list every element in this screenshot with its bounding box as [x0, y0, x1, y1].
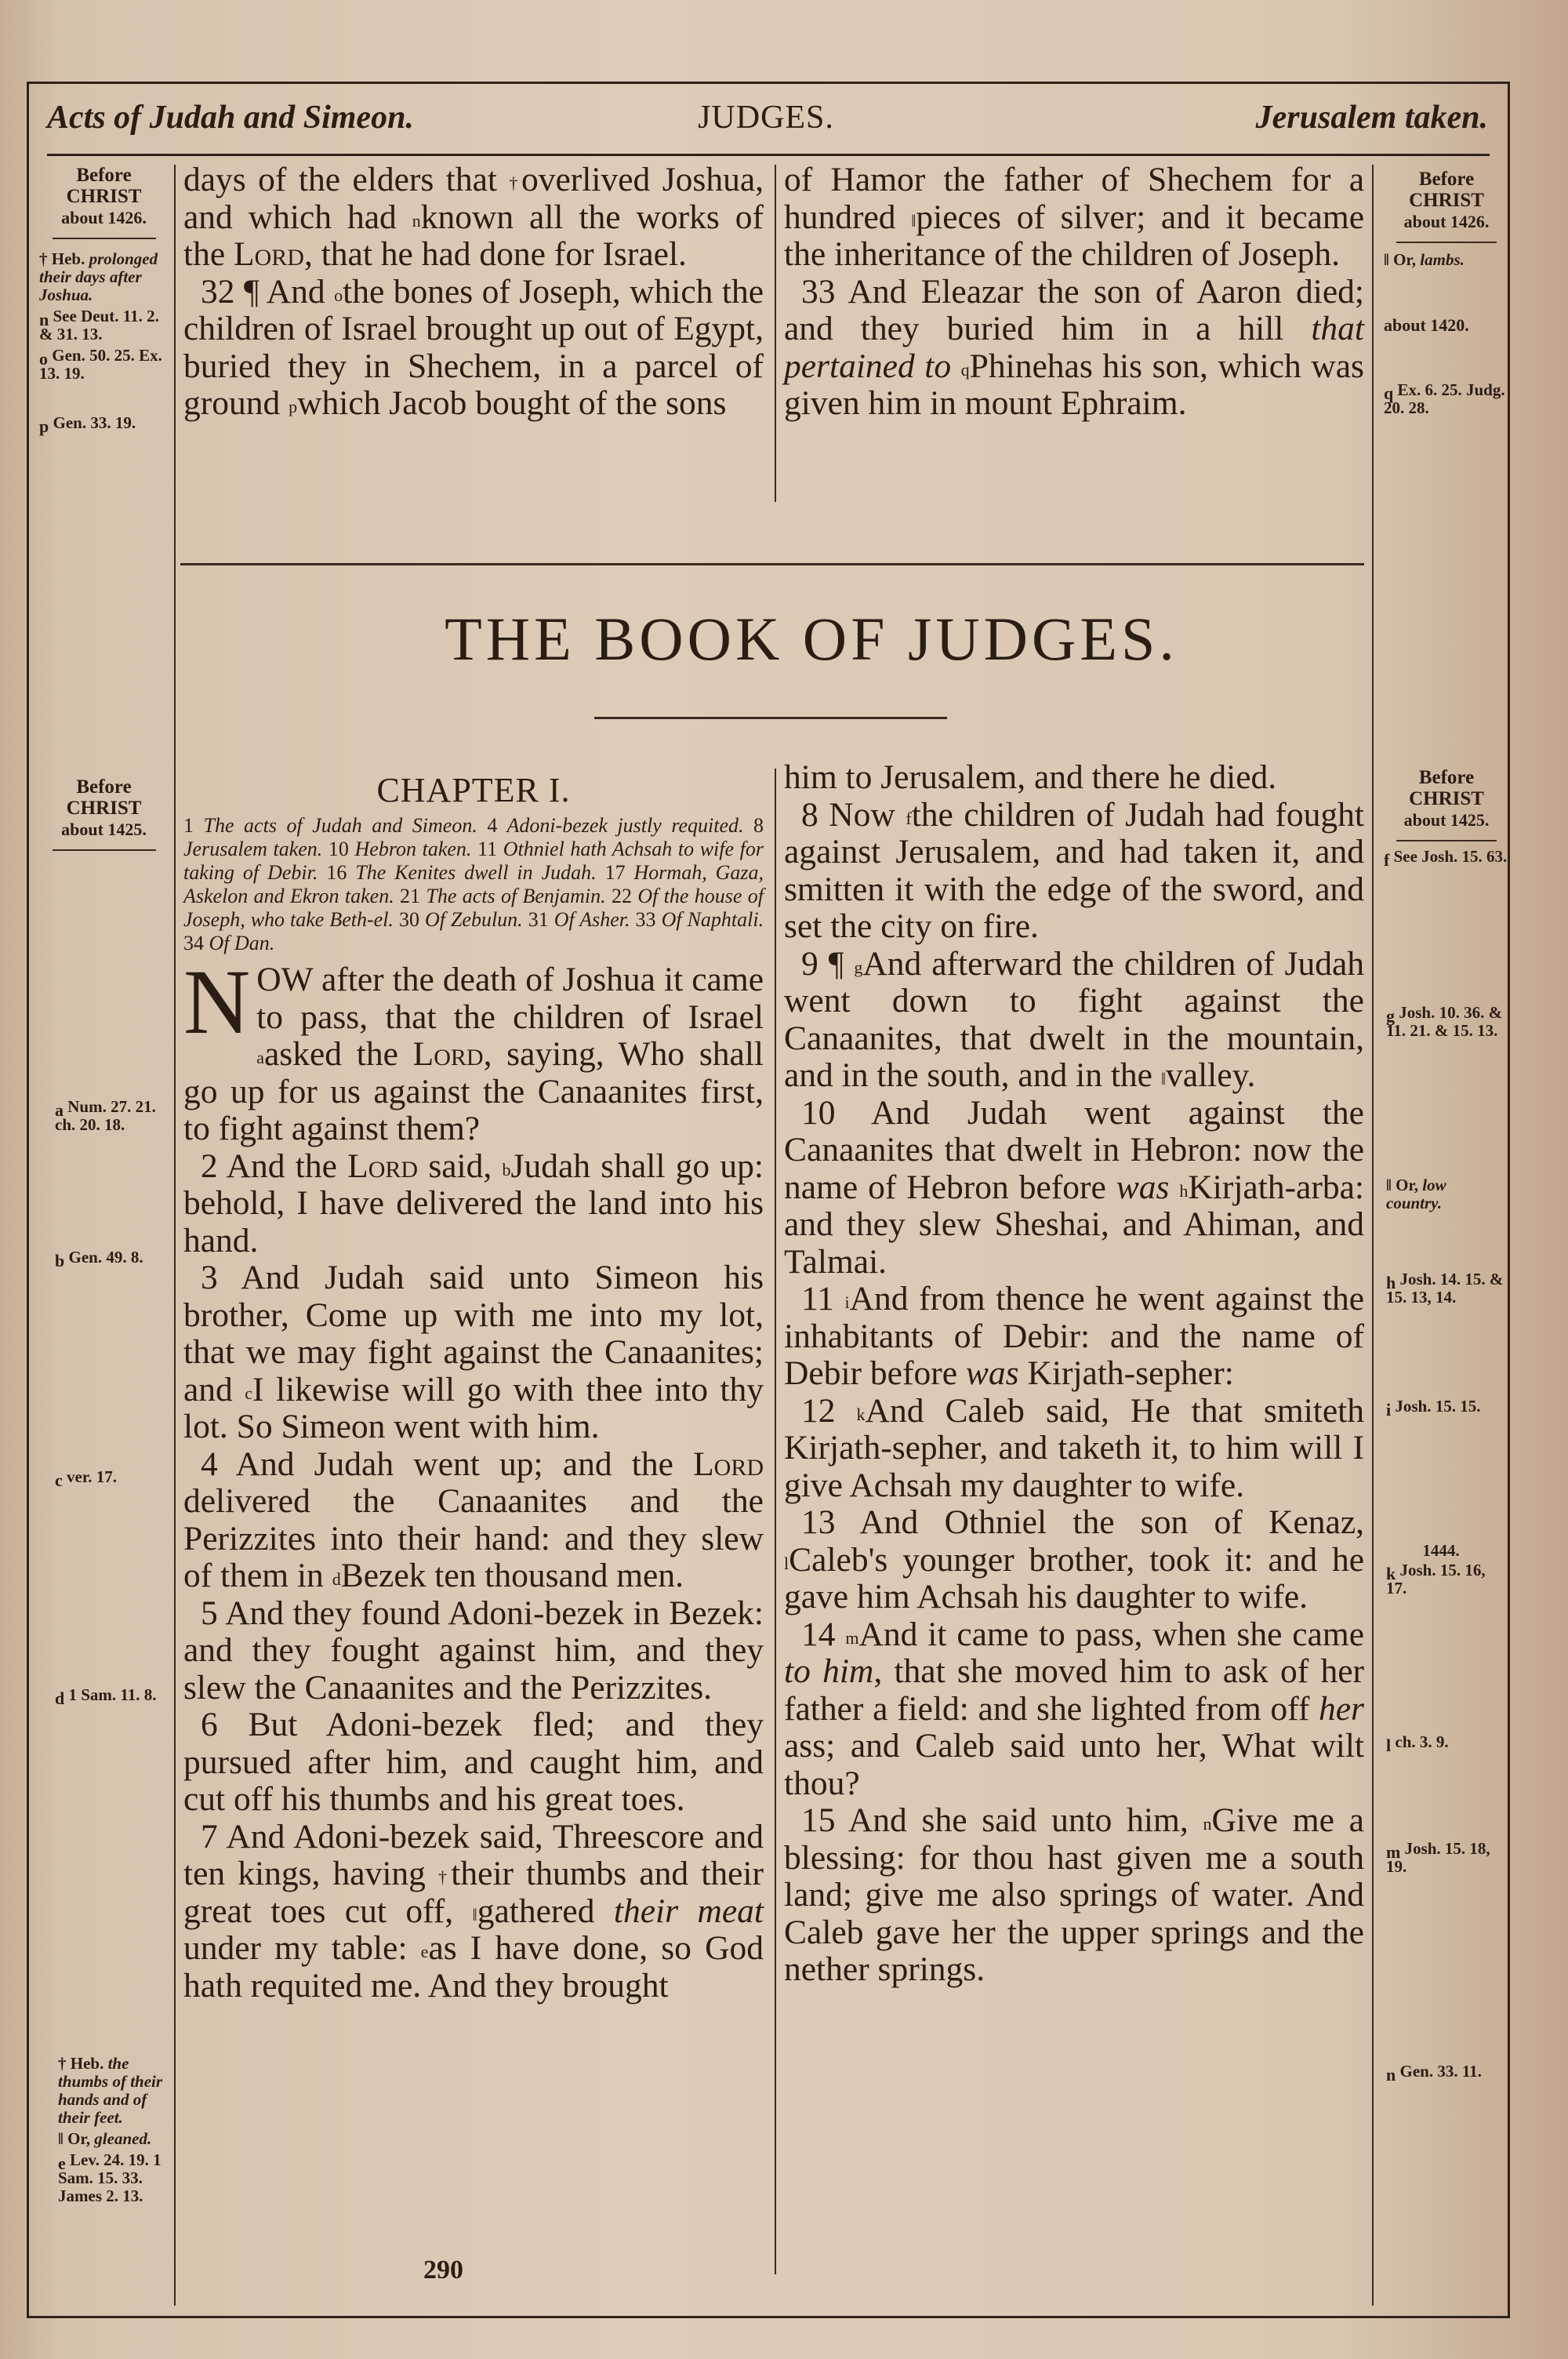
summary-text: Hebron taken.	[354, 838, 472, 860]
right-margin-rule	[1372, 165, 1374, 2306]
verse-2	[183, 1148, 764, 1260]
verse-text: 4 And Judah went up; and the	[201, 1445, 694, 1483]
header-right: Jerusalem taken.	[1255, 100, 1488, 136]
era-note	[39, 165, 169, 239]
verse-32-continuation	[784, 162, 1364, 274]
era-christ: CHRIST	[66, 186, 142, 207]
note-text: Ex. 6. 25. Judg. 20. 28.	[1384, 380, 1505, 417]
era-date: about 1426.	[61, 208, 147, 227]
note-mark: b	[55, 1251, 65, 1270]
verse-text: their thumbs and their great toes cut off,	[183, 1855, 764, 1930]
note-mark: ‖	[58, 2129, 64, 2148]
era-date: about 1426.	[1403, 212, 1490, 231]
verse-text: Give me a blessing: for thou hast given me a south land; give me also springs of water. And Caleb gave her the upper springs and the nether springs.	[784, 1801, 1364, 1988]
divine-name: Lord	[693, 1445, 764, 1483]
note-text: Gen. 33. 11.	[1399, 2062, 1482, 2081]
note-italic: gleaned.	[94, 2129, 152, 2148]
note-text: about 1420.	[1384, 315, 1469, 335]
note-mark: n	[39, 310, 49, 329]
note-mark: d	[55, 1688, 65, 1708]
column-divider-bottom	[775, 769, 776, 2274]
verse-text: Bezek ten thousand men.	[340, 1557, 684, 1594]
reference-mark: c	[245, 1383, 253, 1403]
verse-text: I likewise will go with thee into thy lot. So Simeon went with him.	[183, 1370, 764, 1445]
note-mark: p	[39, 416, 49, 436]
divine-name: Lord	[347, 1147, 419, 1185]
note-text: Gen. 33. 19.	[53, 413, 136, 432]
era-christ: CHRIST	[1409, 190, 1484, 211]
reference-mark: n	[412, 210, 421, 231]
cross-ref	[55, 1685, 172, 1708]
summary-verse-number: 21	[400, 885, 421, 907]
verse-7-continuation: him to Jerusalem, and there he died.	[784, 758, 1277, 796]
note-mark: †	[39, 249, 48, 268]
cross-ref	[1384, 251, 1509, 269]
reference-mark: f	[906, 808, 912, 828]
era-before: Before	[76, 165, 132, 186]
era-christ: CHRIST	[1409, 788, 1484, 809]
era-rule	[53, 849, 156, 851]
verse-8	[784, 797, 1364, 946]
italic-text: was	[1116, 1168, 1170, 1206]
note-mark: c	[55, 1470, 63, 1490]
right-margin-top	[1384, 169, 1509, 417]
note-mark: i	[1386, 1400, 1392, 1419]
date-note	[1384, 316, 1509, 334]
left-margin-bottom	[39, 776, 169, 851]
era-rule	[1396, 840, 1497, 841]
note-mark: m	[1386, 1842, 1401, 1862]
note-text: Or,	[1393, 250, 1417, 269]
note-italic: prolonged their days after Joshua.	[39, 249, 158, 304]
reference-mark: o	[334, 285, 343, 305]
note-text: ver. 17.	[67, 1467, 117, 1486]
header-rule	[47, 154, 1490, 156]
cross-ref	[1384, 381, 1509, 417]
verse-text: pieces of silver; and it became the inheritance of the children of Joseph.	[784, 198, 1364, 273]
cross-ref	[55, 1248, 172, 1270]
verse-31-continuation	[183, 162, 764, 274]
verse-9	[784, 946, 1364, 1095]
top-column-left	[183, 162, 764, 423]
verse-text: 12	[801, 1391, 857, 1430]
verse-text: 7 And Adoni-bezek said, Threescore and ten kings, having	[183, 1817, 764, 1892]
left-margin-rule	[174, 165, 176, 2306]
note-text: Or,	[1396, 1176, 1419, 1194]
era-date: about 1425.	[61, 820, 147, 839]
cross-ref	[1386, 2062, 1504, 2085]
column-divider-top	[775, 165, 776, 502]
verse-text: under my table:	[183, 1929, 421, 1967]
verse-32	[183, 274, 764, 423]
note-text: Josh. 15. 18, 19.	[1386, 1839, 1490, 1876]
verse-text: Kirjath-sepher:	[1018, 1354, 1234, 1392]
right-margin-bottom	[1384, 767, 1509, 870]
verse-4	[183, 1446, 764, 1595]
note-italic: lambs.	[1420, 250, 1465, 269]
italic-text: was	[965, 1354, 1019, 1392]
summary-text: Of the house of Joseph, who take Beth-el.	[183, 885, 764, 931]
cross-ref	[58, 2151, 172, 2205]
era-note	[39, 776, 169, 851]
summary-verse-number: 17	[604, 861, 626, 884]
summary-text: Of Naphtali.	[661, 908, 764, 931]
verse-text: 32 ¶ And	[201, 272, 335, 311]
note-mark: †	[58, 2054, 67, 2073]
verse-text: ass; and Caleb said unto her, What wilt thou?	[784, 1727, 1364, 1802]
verse-13	[784, 1504, 1364, 1616]
reference-mark: k	[856, 1404, 866, 1424]
verse-text: 2 And the	[201, 1147, 348, 1185]
drop-cap: N	[183, 951, 251, 1053]
cross-ref	[1386, 1732, 1504, 1755]
era-rule	[1396, 242, 1497, 243]
note-italic: low country.	[1386, 1176, 1446, 1212]
verse-text: , that he had done for Israel.	[303, 235, 687, 273]
note-mark: l	[1386, 1736, 1392, 1755]
note-text: See Deut. 11. 2. & 31. 13.	[39, 307, 159, 343]
verse-text: 8 Now	[801, 795, 906, 834]
era-rule	[53, 238, 156, 239]
page-number: 290	[423, 2255, 463, 2284]
note-text: Josh. 15. 16, 17.	[1386, 1561, 1486, 1598]
note-mark: h	[1386, 1273, 1396, 1292]
summary-text: The Kenites dwell in Judah.	[355, 861, 597, 884]
note-text: Heb.	[51, 249, 85, 268]
era-before: Before	[76, 776, 132, 798]
verse-12	[784, 1393, 1364, 1505]
reference-mark: p	[289, 397, 298, 416]
verse-text: Caleb's younger brother, took it: and he gave him Achsah his daughter to wife.	[784, 1540, 1364, 1616]
summary-text: Of Dan.	[209, 932, 275, 954]
divine-name: Lord	[412, 1035, 484, 1073]
reference-mark: n	[1203, 1814, 1212, 1834]
verse-11	[784, 1281, 1364, 1393]
note-mark: q	[1384, 383, 1394, 403]
reference-mark: ‖	[472, 1904, 477, 1925]
verse-text: And it came to pass, when she came	[858, 1615, 1365, 1653]
summary-verse-number: 30	[398, 908, 419, 931]
summary-verse-number: 16	[326, 861, 347, 884]
summary-verse-number: 4	[487, 814, 498, 837]
verse-text: 15 And she said unto him,	[801, 1801, 1203, 1839]
reference-mark: †	[509, 173, 521, 193]
cross-ref	[55, 1098, 172, 1134]
verse-text: 3 And Judah said unto Simeon his brother, Come up with me into my lot, that we may fight against the Canaanites; and	[183, 1259, 764, 1408]
note-mark: g	[1386, 1006, 1395, 1026]
verse-text: of Hamor the father of Shechem for a hundred	[784, 161, 1364, 236]
verse-text: OW after the death of Joshua it came to pass, that the children of Israel	[256, 961, 764, 1036]
cross-ref	[1386, 1840, 1504, 1876]
summary-verse-number: 1	[183, 814, 194, 837]
verse-text: Phinehas his son, which was given him in mount Ephraim.	[784, 347, 1364, 422]
verse-text: delivered the Canaanites and the Perizzites into their hand: and they slew of them in	[183, 1482, 764, 1594]
verse-text: overlived Joshua, and which had	[183, 161, 764, 236]
verse-7	[183, 1819, 764, 2005]
summary-text: Othniel hath Achsah to wife for taking of Debir.	[183, 838, 764, 884]
summary-verse-number: 34	[183, 932, 204, 954]
note-text: ch. 3. 9.	[1395, 1732, 1449, 1751]
verse-15	[784, 1802, 1364, 1989]
reference-mark: d	[332, 1569, 341, 1589]
cross-ref	[1386, 1270, 1504, 1307]
summary-verse-number: 8	[753, 814, 764, 837]
divine-name: Lord	[234, 235, 304, 273]
right-margin-1444-group	[1386, 1542, 1504, 1598]
verse-text: days of the elders that	[183, 161, 510, 198]
note-mark: n	[1386, 2065, 1396, 2085]
verse-text: And Caleb said, He that smiteth Kirjath-sepher, and taketh it, to him will I give Achsah my daughter to wife.	[784, 1391, 1365, 1504]
verse-text: which Jacob bought of the sons	[297, 384, 727, 422]
cross-ref	[1384, 847, 1509, 870]
note-text: Josh. 10. 36. & 11. 21. & 15. 13.	[1386, 1003, 1503, 1040]
summary-text: Jerusalem taken.	[183, 838, 323, 860]
note-text: Josh. 14. 15. & 15. 13, 14.	[1386, 1270, 1504, 1307]
reference-mark: e	[420, 1942, 429, 1961]
cross-ref	[39, 250, 169, 304]
verse-text: asked the	[263, 1035, 413, 1073]
reference-mark: b	[502, 1159, 511, 1180]
reference-mark: i	[844, 1292, 850, 1312]
verse-6: 6 But Adoni-bezek fled; and they pursued after him, and caught him, and cut off his thumbs and his great toes.	[183, 1706, 764, 1818]
verse-text: valley.	[1166, 1056, 1256, 1094]
era-before: Before	[1418, 169, 1475, 190]
summary-text: Hormah, Gaza, Askelon and Ekron taken.	[183, 861, 764, 907]
section-rule	[180, 563, 1364, 565]
cross-ref	[58, 2055, 172, 2127]
reference-mark: l	[784, 1553, 789, 1573]
summary-verse-number: 22	[612, 885, 632, 907]
note-text: Gen. 50. 25. Ex. 13. 19.	[39, 346, 162, 383]
note-text: Num. 27. 21. ch. 20. 18.	[55, 1097, 156, 1134]
note-mark: f	[1384, 850, 1390, 870]
verse-text: And afterward the children of Judah went down to fight against the Canaanites, that dwelt in the mountain, and in the south, and in the	[784, 944, 1364, 1094]
verse-text: known all the works of the	[183, 198, 764, 273]
cross-ref	[39, 307, 169, 343]
cross-ref	[39, 347, 169, 383]
verse-text: Judah shall go up: behold, I have delivered the land into his hand.	[183, 1147, 764, 1259]
verse-14	[784, 1616, 1364, 1803]
note-text: See Josh. 15. 63.	[1393, 847, 1508, 866]
note-text: Or,	[67, 2129, 91, 2148]
summary-text: Of Asher.	[554, 908, 630, 931]
summary-verse-number: 10	[328, 838, 349, 860]
note-mark: k	[1386, 1564, 1396, 1583]
verse-text: Kirjath-arba: and they slew Sheshai, and Ahiman, and Talmai.	[784, 1168, 1364, 1281]
cross-ref	[1386, 1176, 1504, 1212]
summary-text: Of Zebulun.	[424, 908, 523, 931]
left-margin-footnotes	[58, 2055, 172, 2205]
chapter-summary	[183, 814, 764, 955]
verse-text: , saying, Who shall go up for us against the Canaanites first, to fight against them?	[183, 1035, 764, 1147]
era-before: Before	[1418, 767, 1475, 788]
note-mark: ‖	[1384, 250, 1389, 269]
reference-mark: ‖	[911, 210, 916, 231]
note-text: Josh. 15. 15.	[1395, 1397, 1481, 1416]
header-left: Acts of Judah and Simeon.	[47, 100, 414, 136]
book-title: THE BOOK OF JUDGES.	[445, 605, 1178, 673]
verse-text: 10 And Judah went against the Canaanites that dwelt in Hebron: now the name of Hebron before	[784, 1093, 1364, 1206]
note-mark: a	[55, 1100, 64, 1120]
cross-ref	[55, 1467, 172, 1490]
verse-10	[784, 1095, 1364, 1281]
verse-text: the bones of Joseph, which the children of Israel brought up out of Egypt, buried they in Shechem, in a parcel of ground	[183, 272, 764, 422]
italic-text: their meat	[613, 1892, 764, 1930]
chapter-heading: CHAPTER I.	[376, 771, 571, 809]
running-header	[27, 82, 1505, 152]
note-mark: o	[39, 349, 48, 369]
era-note	[1384, 767, 1509, 841]
italic-text: to him	[784, 1652, 874, 1690]
top-column-right	[784, 162, 1364, 423]
summary-text: The acts of Benjamin.	[426, 885, 606, 907]
italic-text: that pertained to	[784, 310, 1364, 385]
cross-ref	[39, 413, 169, 436]
note-italic: the thumbs of their hands and of their feet.	[58, 2054, 163, 2127]
summary-verse-number: 31	[528, 908, 549, 931]
cross-ref	[1386, 1561, 1504, 1598]
summary-verse-number: 33	[635, 908, 656, 931]
header-book: JUDGES.	[698, 100, 834, 136]
verse-text: 33 And Eleazar the son of Aaron died; and they buried him in a hill	[784, 272, 1364, 347]
verse-text: 14	[801, 1615, 846, 1653]
era-christ: CHRIST	[66, 798, 142, 819]
verse-3	[183, 1259, 764, 1446]
verse-text: 13 And Othniel the son of Kenaz,	[801, 1503, 1364, 1541]
verse-33	[784, 274, 1364, 423]
verse-text: gathered	[477, 1892, 614, 1930]
left-margin-top	[39, 165, 169, 436]
reference-mark: g	[854, 957, 863, 977]
reference-mark: h	[1179, 1180, 1189, 1201]
note-text: 1 Sam. 11. 8.	[68, 1685, 157, 1704]
era-date: about 1425.	[1403, 810, 1490, 830]
verse-5: 5 And they found Adoni-bezek in Bezek: and they fought against him, and they slew the Canaanites and the Perizzites.	[183, 1594, 764, 1707]
chapter-column-right	[784, 759, 1364, 1989]
verse-1	[183, 951, 764, 1148]
verse-text: And from thence he went against the inhabitants of Debir: and the name of Debir before	[784, 1280, 1365, 1392]
note-mark: ‖	[1386, 1176, 1392, 1194]
italic-text: her	[1319, 1689, 1364, 1728]
verse-text: said,	[418, 1147, 503, 1185]
summary-text: Adoni-bezek justly requited.	[506, 814, 744, 837]
reference-mark: m	[845, 1627, 859, 1648]
reference-mark: q	[960, 359, 970, 380]
chapter-column-left	[183, 772, 764, 2005]
verse-text: 11	[801, 1280, 845, 1318]
note-text: 1444.	[1422, 1541, 1460, 1560]
note-text: Gen. 49. 8.	[68, 1248, 143, 1267]
cross-ref	[58, 2130, 172, 2148]
era-note	[1384, 169, 1509, 243]
cross-ref	[1386, 1004, 1504, 1040]
reference-mark: a	[256, 1048, 264, 1067]
reference-mark: ‖	[1160, 1069, 1167, 1089]
summary-text: The acts of Judah and Simeon.	[203, 814, 477, 837]
note-text: Heb.	[70, 2054, 104, 2073]
date-note	[1386, 1542, 1496, 1560]
reference-mark: †	[438, 1867, 452, 1887]
verse-text: the children of Judah had fought against Jerusalem, and had taken it, and smitten it with the edge of the sword, and set the city on fire.	[784, 795, 1364, 945]
cross-ref	[1386, 1397, 1504, 1419]
note-mark: e	[58, 2154, 66, 2173]
note-text: Lev. 24. 19. 1 Sam. 15. 33. James 2. 13.	[58, 2150, 162, 2205]
verse-text: as I have done, so God hath requited me. And they brought	[183, 1929, 764, 2005]
verse-text: 9 ¶	[801, 944, 855, 983]
verse-text: , that she moved him to ask of her father a field: and she lighted from off	[784, 1652, 1364, 1728]
title-rule	[594, 717, 947, 719]
summary-verse-number: 11	[477, 838, 498, 860]
